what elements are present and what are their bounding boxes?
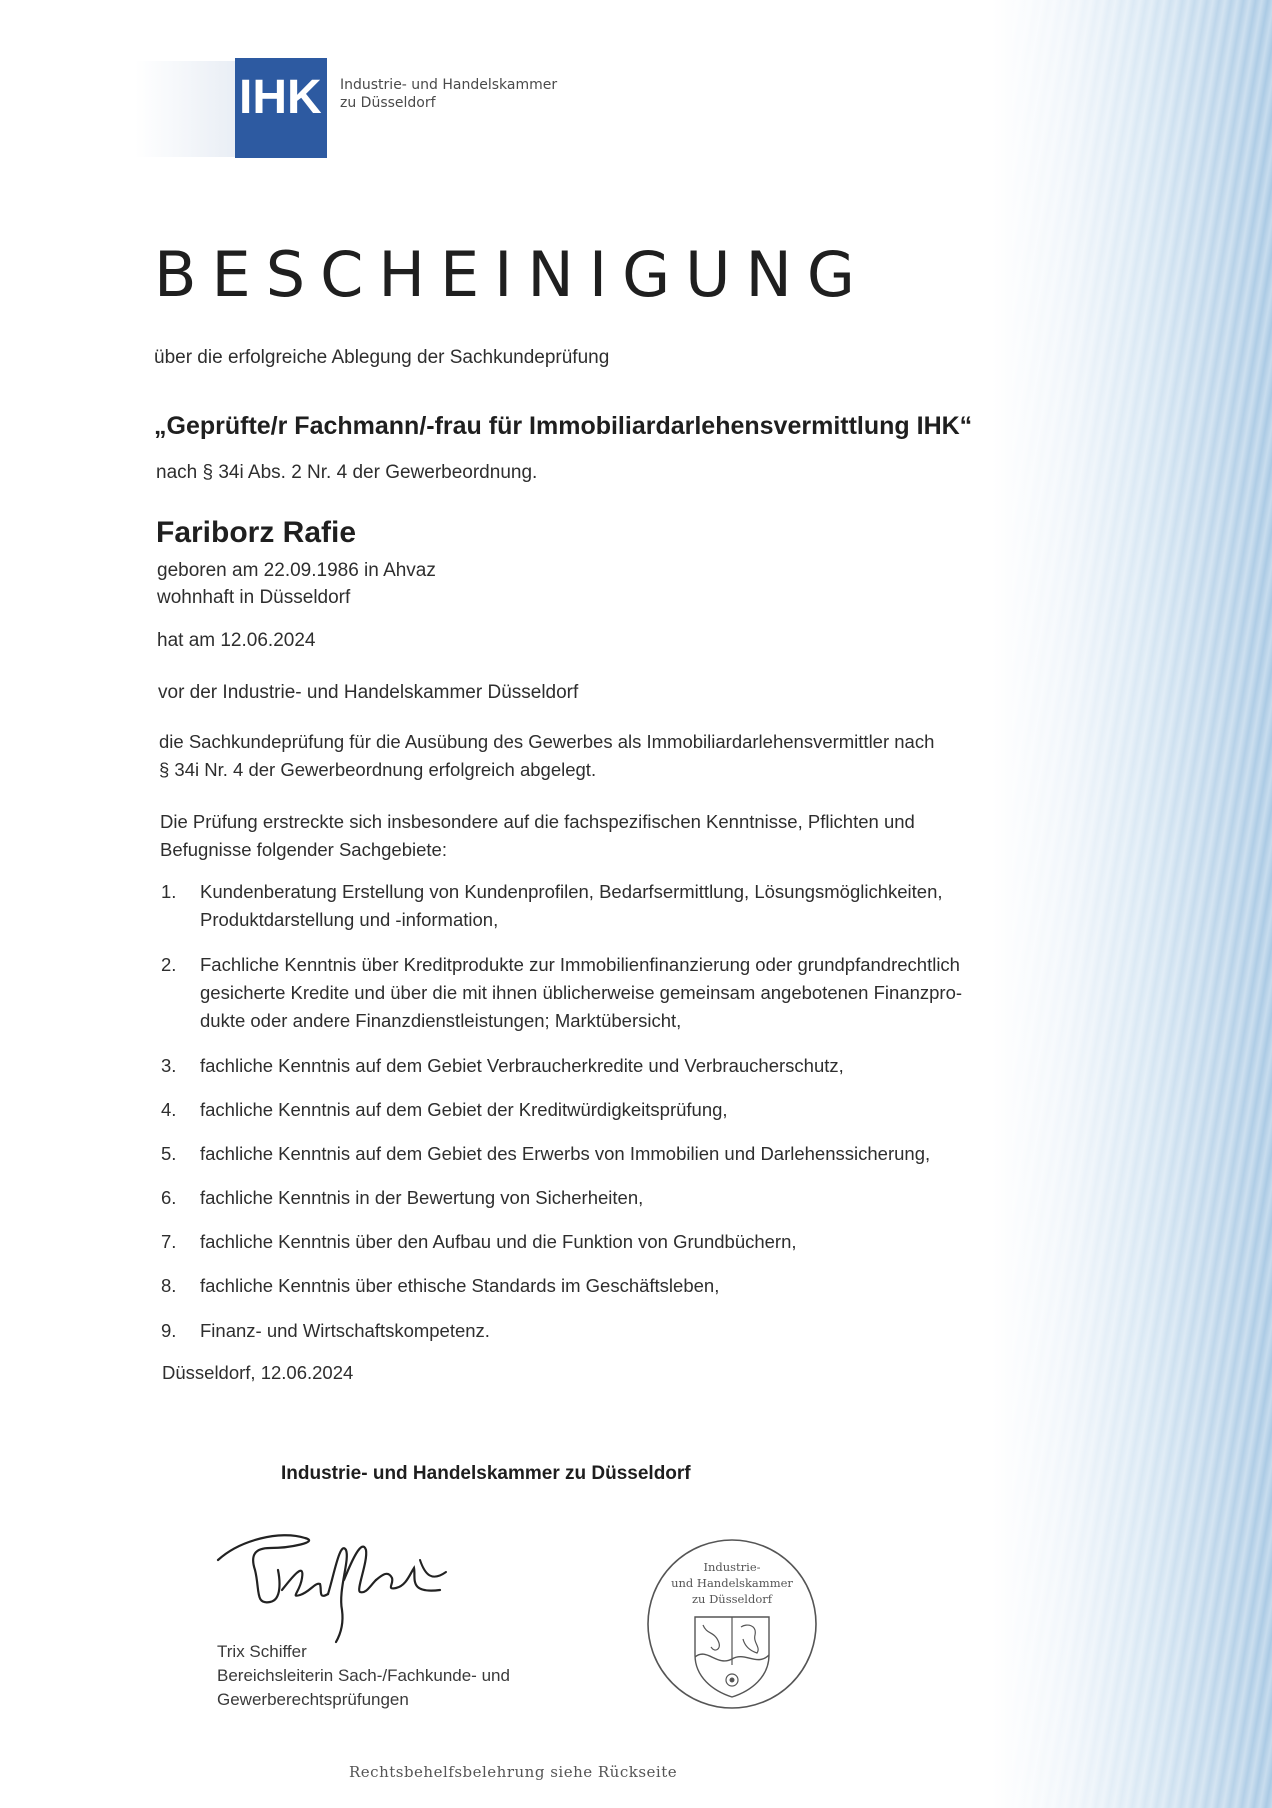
item-text: fachliche Kenntnis über den Aufbau und die Funktion von Grundbüchern, [200, 1231, 797, 1252]
place-date: Düsseldorf, 12.06.2024 [162, 1362, 354, 1383]
item-number: 5. [161, 1143, 177, 1164]
official-seal [645, 1535, 820, 1713]
seal-line-2: und Handelskammer [671, 1576, 793, 1590]
item-line: Produktdarstellung und -information, [200, 909, 499, 930]
intro-text: über die erfolgreiche Ablegung der Sachkundeprüfung [154, 347, 610, 368]
item-line: dukte oder andere Finanzdienstleistungen; Marktübersicht, [200, 1010, 682, 1031]
qualification-title: „Geprüfte/r Fachmann/-frau für Immobiliardarlehensvermittlung IHK“ [154, 412, 973, 440]
item-number: 7. [161, 1231, 177, 1252]
item-number: 2. [161, 954, 177, 975]
legal-basis: nach § 34i Abs. 2 Nr. 4 der Gewerbeordnung. [156, 462, 538, 483]
logo-line-2: zu Düsseldorf [340, 95, 436, 111]
logo-letters: IHK [239, 71, 322, 124]
signatory-role-1: Bereichsleiterin Sach-/Fachkunde- und [217, 1666, 510, 1685]
result-line-1: die Sachkundeprüfung für die Ausübung des Gewerbes als Immobiliardarlehensvermittler nach [159, 731, 935, 752]
item-number: 3. [161, 1055, 177, 1076]
issuer-name: Industrie- und Handelskammer zu Düsseldorf [281, 1463, 691, 1484]
item-text: fachliche Kenntnis auf dem Gebiet des Erwerbs von Immobilien und Darlehenssicherung, [200, 1143, 931, 1164]
background-wave [1012, 0, 1272, 1808]
item-number: 1. [161, 881, 177, 902]
scope-text [160, 808, 915, 864]
item-number: 8. [161, 1275, 177, 1296]
item-line: gesicherte Kredite und über die mit ihnen üblicherweise gemeinsam angebotenen Finanzpro- [200, 982, 963, 1003]
logo-text [340, 76, 557, 112]
person-name: Fariborz Rafie [156, 516, 357, 549]
coat-of-arms-icon [695, 1617, 769, 1697]
logo-line-1: Industrie- und Handelskammer [340, 77, 558, 93]
item-text: fachliche Kenntnis über ethische Standards im Geschäftsleben, [200, 1275, 720, 1296]
signatory-role-2: Gewerberechtsprüfungen [217, 1690, 409, 1709]
logo-fade [135, 61, 235, 157]
scope-line-1: Die Prüfung erstreckte sich insbesondere auf die fachspezifischen Kenntnisse, Pflichten und [160, 811, 915, 832]
person-born: geboren am 22.09.1986 in Ahvaz [157, 560, 436, 581]
scope-line-2: Befugnisse folgender Sachgebiete: [160, 839, 447, 860]
item-text: Finanz- und Wirtschaftskompetenz. [200, 1320, 490, 1341]
seal-line-3: zu Düsseldorf [691, 1592, 773, 1606]
signatory-name: Trix Schiffer [217, 1642, 307, 1661]
item-number: 6. [161, 1187, 177, 1208]
document-title: BESCHEINIGUNG [154, 238, 870, 311]
item-number: 4. [161, 1099, 177, 1120]
item-line: Kundenberatung Erstellung von Kundenprofilen, Bedarfsermittlung, Lösungsmöglichkeiten, [200, 881, 943, 902]
result-line-2: § 34i Nr. 4 der Gewerbeordnung erfolgreich abgelegt. [159, 759, 597, 780]
person-residence: wohnhaft in Düsseldorf [157, 587, 351, 608]
item-text: fachliche Kenntnis in der Bewertung von Sicherheiten, [200, 1187, 644, 1208]
item-text [200, 951, 962, 1035]
seal-line-1: Industrie- [703, 1560, 761, 1574]
item-text [200, 878, 943, 934]
before-chamber: vor der Industrie- und Handelskammer Düsseldorf [158, 682, 579, 703]
item-text: fachliche Kenntnis auf dem Gebiet Verbraucherkredite und Verbraucherschutz, [200, 1055, 844, 1076]
signatory-block [217, 1640, 510, 1712]
exam-date: hat am 12.06.2024 [157, 630, 316, 651]
ihk-logo [135, 58, 565, 160]
footer-note: Rechtsbehelfsbelehrung siehe Rückseite [349, 1763, 678, 1781]
signature-image [210, 1520, 460, 1650]
item-number: 9. [161, 1320, 177, 1341]
item-text: fachliche Kenntnis auf dem Gebiet der Kreditwürdigkeitsprüfung, [200, 1099, 728, 1120]
item-line: Fachliche Kenntnis über Kreditprodukte zur Immobilienfinanzierung oder grundpfandrechtlich [200, 954, 960, 975]
result-text [159, 728, 934, 784]
